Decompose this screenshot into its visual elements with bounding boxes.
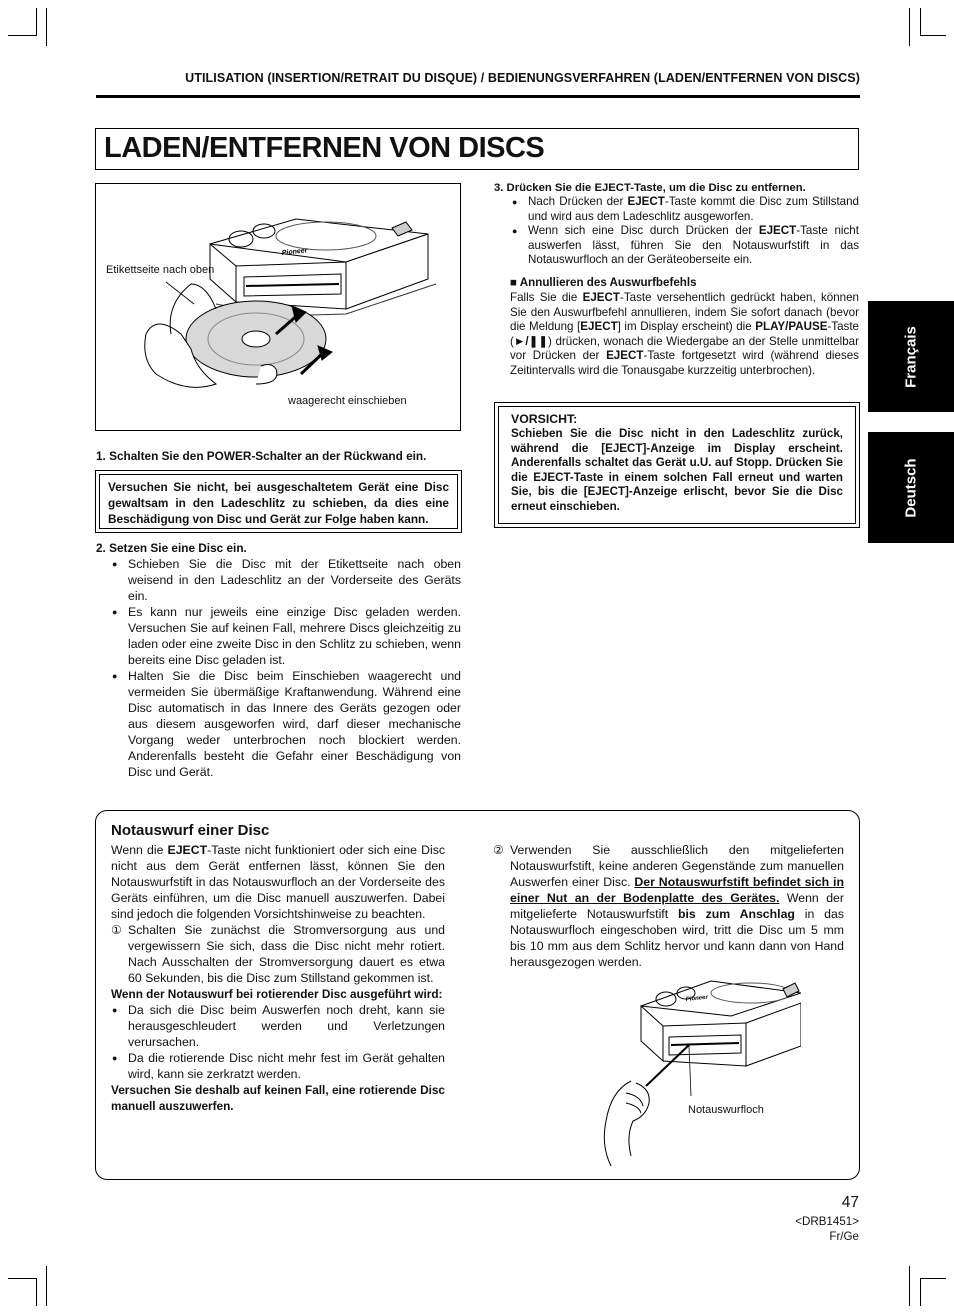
notauswurf-step-1: ① Schalten Sie zunächst die Stromversorgung aus und vergewissern Sie sich, dass die Disc nicht mehr rotiert. Nach Ausschalten der Stromversorgung dauert es etwa 60 Sekunden, bis die Disc zum Stillstand gekommen ist. bbox=[111, 923, 445, 985]
list-item: ● Da sich die Disc beim Auswerfen noch dreht, kann sie herausgeschleudert werden und Verletzungen verursachen. bbox=[111, 1002, 445, 1050]
page-number: 47 bbox=[841, 1194, 859, 1211]
running-header: UTILISATION (INSERTION/RETRAIT DU DISQUE) / BEDIENUNGSVERFAHREN (LADEN/ENTFERNEN VON DISCS) bbox=[185, 71, 860, 85]
label-notauswurfloch: Notauswurfloch bbox=[688, 1104, 764, 1116]
step-2-title: 2. Setzen Sie eine Disc ein. bbox=[96, 541, 247, 555]
notauswurf-step-2: ② Verwenden Sie ausschließlich den mitgelieferten Notauswurfstift, keine anderen Gegenstände zum manuellen Auswerfen einer Disc. Der Notauswurfstift befindet sich in einer Nut an der Bodenplatte des Gerätes. Wenn der mitgelieferte Notauswurfstift bis zum Anschlag in das Notauswurfloch eingeschoben wird, tritt die Disc um 5 mm bis 10 mm aus dem Schlitz hervor und kann dann von Hand herausgezogen werden. bbox=[493, 843, 844, 969]
rotating-list bbox=[111, 1002, 445, 1082]
list-item: ● Es kann nur jeweils eine einzige Disc geladen werden. Versuchen Sie auf keinen Fall, mehrere Discs gleichzeitig zu laden oder eine zweite Disc in den Schlitz zu schieben, wenn bereits eine Disc geladen ist. bbox=[111, 604, 461, 668]
crop-mark bbox=[46, 1266, 47, 1306]
list-item: ● Schieben Sie die Disc mit der Etikettseite nach oben weisend in den Ladeschlitz an der Vorderseite des Geräts ein. bbox=[111, 556, 461, 604]
page-title: LADEN/ENTFERNEN VON DISCS bbox=[104, 132, 545, 164]
crop-mark bbox=[909, 1266, 910, 1306]
brand-logo: Pioneer bbox=[281, 247, 308, 257]
step-2-list bbox=[111, 556, 461, 780]
list-item: ● Nach Drücken der EJECT-Taste kommt die Disc zum Stillstand und wird aus dem Ladeschlitz ausgeworfen. bbox=[511, 195, 859, 224]
header-rule bbox=[96, 95, 860, 98]
emergency-eject-illustration bbox=[571, 971, 801, 1171]
notauswurf-left-column bbox=[111, 842, 445, 1114]
crop-mark bbox=[920, 35, 946, 36]
notauswurf-final-warning: Versuchen Sie deshalb auf keinen Fall, eine rotierende Disc manuell auszuwerfen. bbox=[111, 1083, 445, 1113]
crop-mark bbox=[920, 1278, 921, 1306]
notauswurf-title: Notauswurf einer Disc bbox=[111, 822, 270, 839]
annul-text: Falls Sie die EJECT-Taste versehentlich gedrückt haben, können Sie den Auswurfbefehl annullieren, indem Sie sofort danach (bevor die Meldung [EJECT] im Display erscheint) die PLAY/PAUSE-Taste (►/❚❚) drücken, wonach die Wiedergabe an der Stelle unmittelbar vor Drücken der EJECT-Taste fortgesetzt wird (während dieses Zeitintervalls wird die Tonausgabe kurzzeitig unterbrochen). bbox=[510, 291, 860, 377]
notauswurf-box bbox=[95, 810, 860, 1180]
vorsicht-title: VORSICHT: bbox=[511, 412, 578, 426]
list-item: ● Wenn sich eine Disc durch Drücken der EJECT-Taste nicht auswerfen lässt, führen Sie den Notauswurfstift in das Notauswurfloch an der Geräteoberseite ein. bbox=[511, 224, 859, 268]
notauswurf-intro: Wenn die EJECT-Taste nicht funktioniert oder sich eine Disc nicht aus dem Gerät entfernen lässt, können Sie den Notauswurfstift in das Notauswurfloch an der Vorderseite des Geräts einführen, um die Disc manuell auszuwerfen. Dabei sind jedoch die folgenden Vorsichtshinweise zu beachten. bbox=[111, 843, 445, 921]
crop-mark bbox=[36, 1278, 37, 1306]
vorsicht-box bbox=[494, 402, 860, 528]
step-1: 1. Schalten Sie den POWER-Schalter an der Rückwand ein. bbox=[96, 449, 427, 463]
step-3-list bbox=[511, 195, 859, 268]
tab-francais[interactable] bbox=[868, 301, 954, 412]
crop-mark bbox=[920, 1278, 946, 1279]
label-etikettseite: Etikettseite nach oben bbox=[106, 264, 215, 276]
crop-mark bbox=[920, 8, 921, 36]
title-box bbox=[95, 128, 859, 170]
list-item: ● Halten Sie die Disc beim Einschieben waagerecht und vermeiden Sie übermäßige Kraftanwendung. Während eine Disc automatisch in das Innere des Geräts gezogen oder aus diesem ausgeworfen wird, darf dieser mechanische Vorgang weder unterbrochen noch blockiert werden. Anderenfalls besteht die Gefahr einer Beschädigung von Disc und Gerät. bbox=[111, 668, 461, 780]
warning-box-power bbox=[95, 470, 462, 533]
rotating-title: Wenn der Notauswurf bei rotierender Disc ausgeführt wird: bbox=[111, 987, 443, 1001]
crop-mark bbox=[8, 35, 36, 36]
warning-text-power: Versuchen Sie nicht, bei ausgeschaltetem Gerät eine Disc gewaltsam in den Ladeschlitz zu schieben, da dies eine Beschädigung von Disc und Gerät zur Folge haben kann. bbox=[99, 474, 458, 529]
vorsicht-text: Schieben Sie die Disc nicht in den Ladeschlitz zurück, während die [EJECT]-Anzeige im Display erscheint. Anderenfalls schaltet das Gerät u.U. auf Stopp. Drücken Sie die EJECT-Taste in einem solchen Fall erneut und warten Sie, bis die [EJECT]-Anzeige erlischt, bevor Sie die Disc erneut einschieben. bbox=[511, 427, 843, 513]
language-code: Fr/Ge bbox=[829, 1230, 859, 1243]
step-3-title: 3. Drücken Sie die EJECT-Taste, um die Disc zu entfernen. bbox=[494, 182, 806, 194]
list-item: ● Da die rotierende Disc nicht mehr fest im Gerät gehalten wird, kann sie zerkratzt werden. bbox=[111, 1050, 445, 1082]
brand-logo: Pioneer bbox=[685, 994, 709, 1003]
annul-title: ■ Annullieren des Auswurfbefehls bbox=[510, 276, 697, 289]
tab-deutsch-label: Deutsch bbox=[902, 457, 920, 518]
crop-mark bbox=[8, 1278, 36, 1279]
crop-mark bbox=[36, 8, 37, 36]
tab-deutsch[interactable] bbox=[868, 432, 954, 543]
label-waagerecht: waagerecht einschieben bbox=[288, 395, 407, 407]
tab-francais-label: Français bbox=[902, 325, 920, 388]
crop-mark bbox=[909, 8, 910, 46]
document-code: <DRB1451> bbox=[795, 1215, 859, 1228]
crop-mark bbox=[46, 8, 47, 46]
figure-disc-insertion bbox=[95, 183, 461, 431]
